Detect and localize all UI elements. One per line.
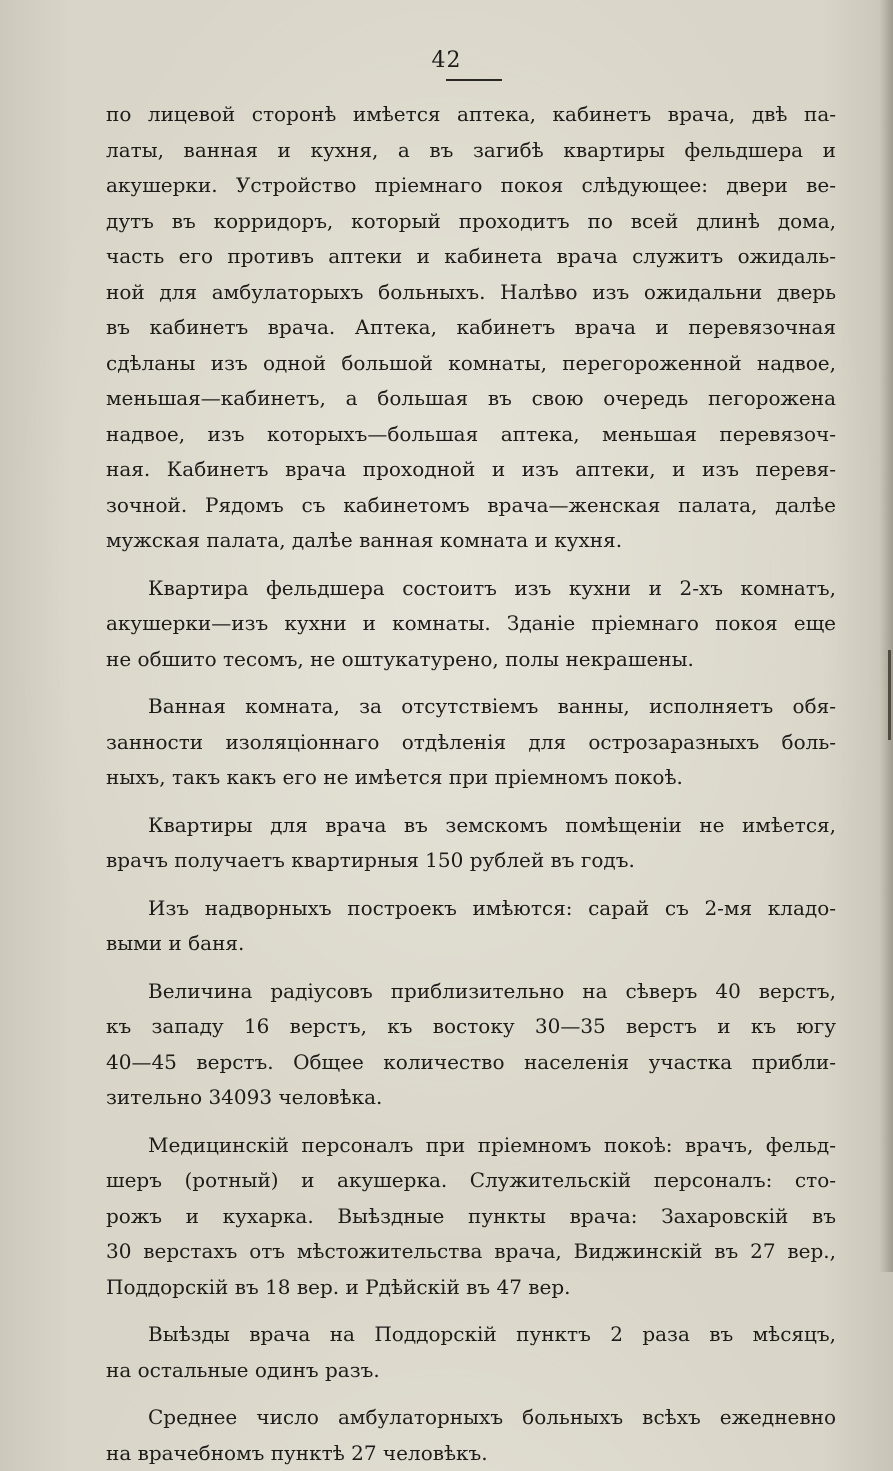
text-line: акушерки—изъ кухни и комнаты. Зданіе пріемнаго покоя еще bbox=[106, 606, 836, 642]
text-line: Поддорскій въ 18 вер. и Рдѣйскій въ 47 вер. bbox=[106, 1270, 836, 1306]
text-line: Квартиры для врача въ земскомъ помѣщеніи не имѣется, bbox=[106, 808, 836, 844]
paragraph-gap bbox=[106, 1116, 836, 1128]
text-line: дутъ въ корридоръ, который проходитъ по всей длинѣ дома, bbox=[106, 204, 836, 240]
text-line: сдѣланы изъ одной большой комнаты, перегороженной надвое, bbox=[106, 346, 836, 382]
text-line: ная. Кабинетъ врача проходной и изъ аптеки, и изъ перевя- bbox=[106, 452, 836, 488]
text-line: ныхъ, такъ какъ его не имѣется при пріемномъ покоѣ. bbox=[106, 760, 836, 796]
page-number-underline bbox=[446, 79, 502, 81]
text-line: въ кабинетъ врача. Аптека, кабинетъ врача и перевязочная bbox=[106, 310, 836, 346]
text-line: на врачебномъ пунктѣ 27 человѣкъ. bbox=[106, 1436, 836, 1471]
paragraph-gap bbox=[106, 559, 836, 571]
paragraph bbox=[106, 689, 836, 796]
text-line: меньшая—кабинетъ, а большая въ свою очередь пегорожена bbox=[106, 381, 836, 417]
text-line: акушерки. Устройство пріемнаго покоя слѣдующее: двери ве- bbox=[106, 168, 836, 204]
text-line: мужская палата, далѣе ванная комната и кухня. bbox=[106, 523, 836, 559]
paragraph bbox=[106, 891, 836, 962]
text-line: не обшито тесомъ, не оштукатурено, полы некрашены. bbox=[106, 642, 836, 678]
text-line: рожъ и кухарка. Выѣздные пункты врача: Захаровскій въ bbox=[106, 1199, 836, 1235]
text-line: врачъ получаетъ квартирныя 150 рублей въ годъ. bbox=[106, 843, 836, 879]
text-line: къ западу 16 верстъ, къ востоку 30—35 верстъ и къ югу bbox=[106, 1009, 836, 1045]
text-line: выми и баня. bbox=[106, 926, 836, 962]
text-line: занности изоляціоннаго отдѣленія для острозаразныхъ боль- bbox=[106, 725, 836, 761]
page-edge-mark bbox=[888, 650, 891, 740]
text-line: 40—45 верстъ. Общее количество населенія участка прибли- bbox=[106, 1045, 836, 1081]
text-line: Среднее число амбулаторныхъ больныхъ всѣхъ ежедневно bbox=[106, 1400, 836, 1436]
paragraph-gap bbox=[106, 677, 836, 689]
paragraph bbox=[106, 571, 836, 678]
text-line: зительно 34093 человѣка. bbox=[106, 1080, 836, 1116]
paragraph bbox=[106, 1317, 836, 1388]
text-line: на остальные одинъ разъ. bbox=[106, 1353, 836, 1389]
text-line: Квартира фельдшера состоитъ изъ кухни и 2-хъ комнатъ, bbox=[106, 571, 836, 607]
text-line: Ванная комната, за отсутствіемъ ванны, исполняетъ обя- bbox=[106, 689, 836, 725]
text-line: зочной. Рядомъ съ кабинетомъ врача—женская палата, далѣе bbox=[106, 488, 836, 524]
body-text bbox=[106, 97, 836, 1471]
text-line: ной для амбулаторыхъ больныхъ. Налѣво изъ ожидальни дверь bbox=[106, 275, 836, 311]
text-line: Выѣзды врача на Поддорскій пунктъ 2 раза въ мѣсяцъ, bbox=[106, 1317, 836, 1353]
paragraph bbox=[106, 1400, 836, 1471]
text-line: по лицевой сторонѣ имѣется аптека, кабинетъ врача, двѣ па- bbox=[106, 97, 836, 133]
text-line: надвое, изъ которыхъ—большая аптека, меньшая перевязоч- bbox=[106, 417, 836, 453]
text-line: 30 верстахъ отъ мѣстожительства врача, Виджинскій въ 27 вер., bbox=[106, 1234, 836, 1270]
paragraph bbox=[106, 974, 836, 1116]
paragraph bbox=[106, 808, 836, 879]
paragraph bbox=[106, 97, 836, 559]
page-edge-shadow bbox=[879, 0, 893, 1272]
paragraph-gap bbox=[106, 1388, 836, 1400]
text-line: Изъ надворныхъ построекъ имѣются: сарай съ 2-мя кладо- bbox=[106, 891, 836, 927]
text-line: Величина радіусовъ приблизительно на сѣверъ 40 верстъ, bbox=[106, 974, 836, 1010]
text-line: латы, ванная и кухня, а въ загибѣ квартиры фельдшера и bbox=[106, 133, 836, 169]
text-line: часть его противъ аптеки и кабинета врача служитъ ожидаль- bbox=[106, 239, 836, 275]
paragraph bbox=[106, 1128, 836, 1306]
paragraph-gap bbox=[106, 962, 836, 974]
paragraph-gap bbox=[106, 796, 836, 808]
page-number: 42 bbox=[0, 48, 893, 73]
text-line: Медицинскій персоналъ при пріемномъ покоѣ: врачъ, фельд- bbox=[106, 1128, 836, 1164]
paragraph-gap bbox=[106, 879, 836, 891]
paragraph-gap bbox=[106, 1305, 836, 1317]
text-line: шеръ (ротный) и акушерка. Служительскій персоналъ: сто- bbox=[106, 1163, 836, 1199]
